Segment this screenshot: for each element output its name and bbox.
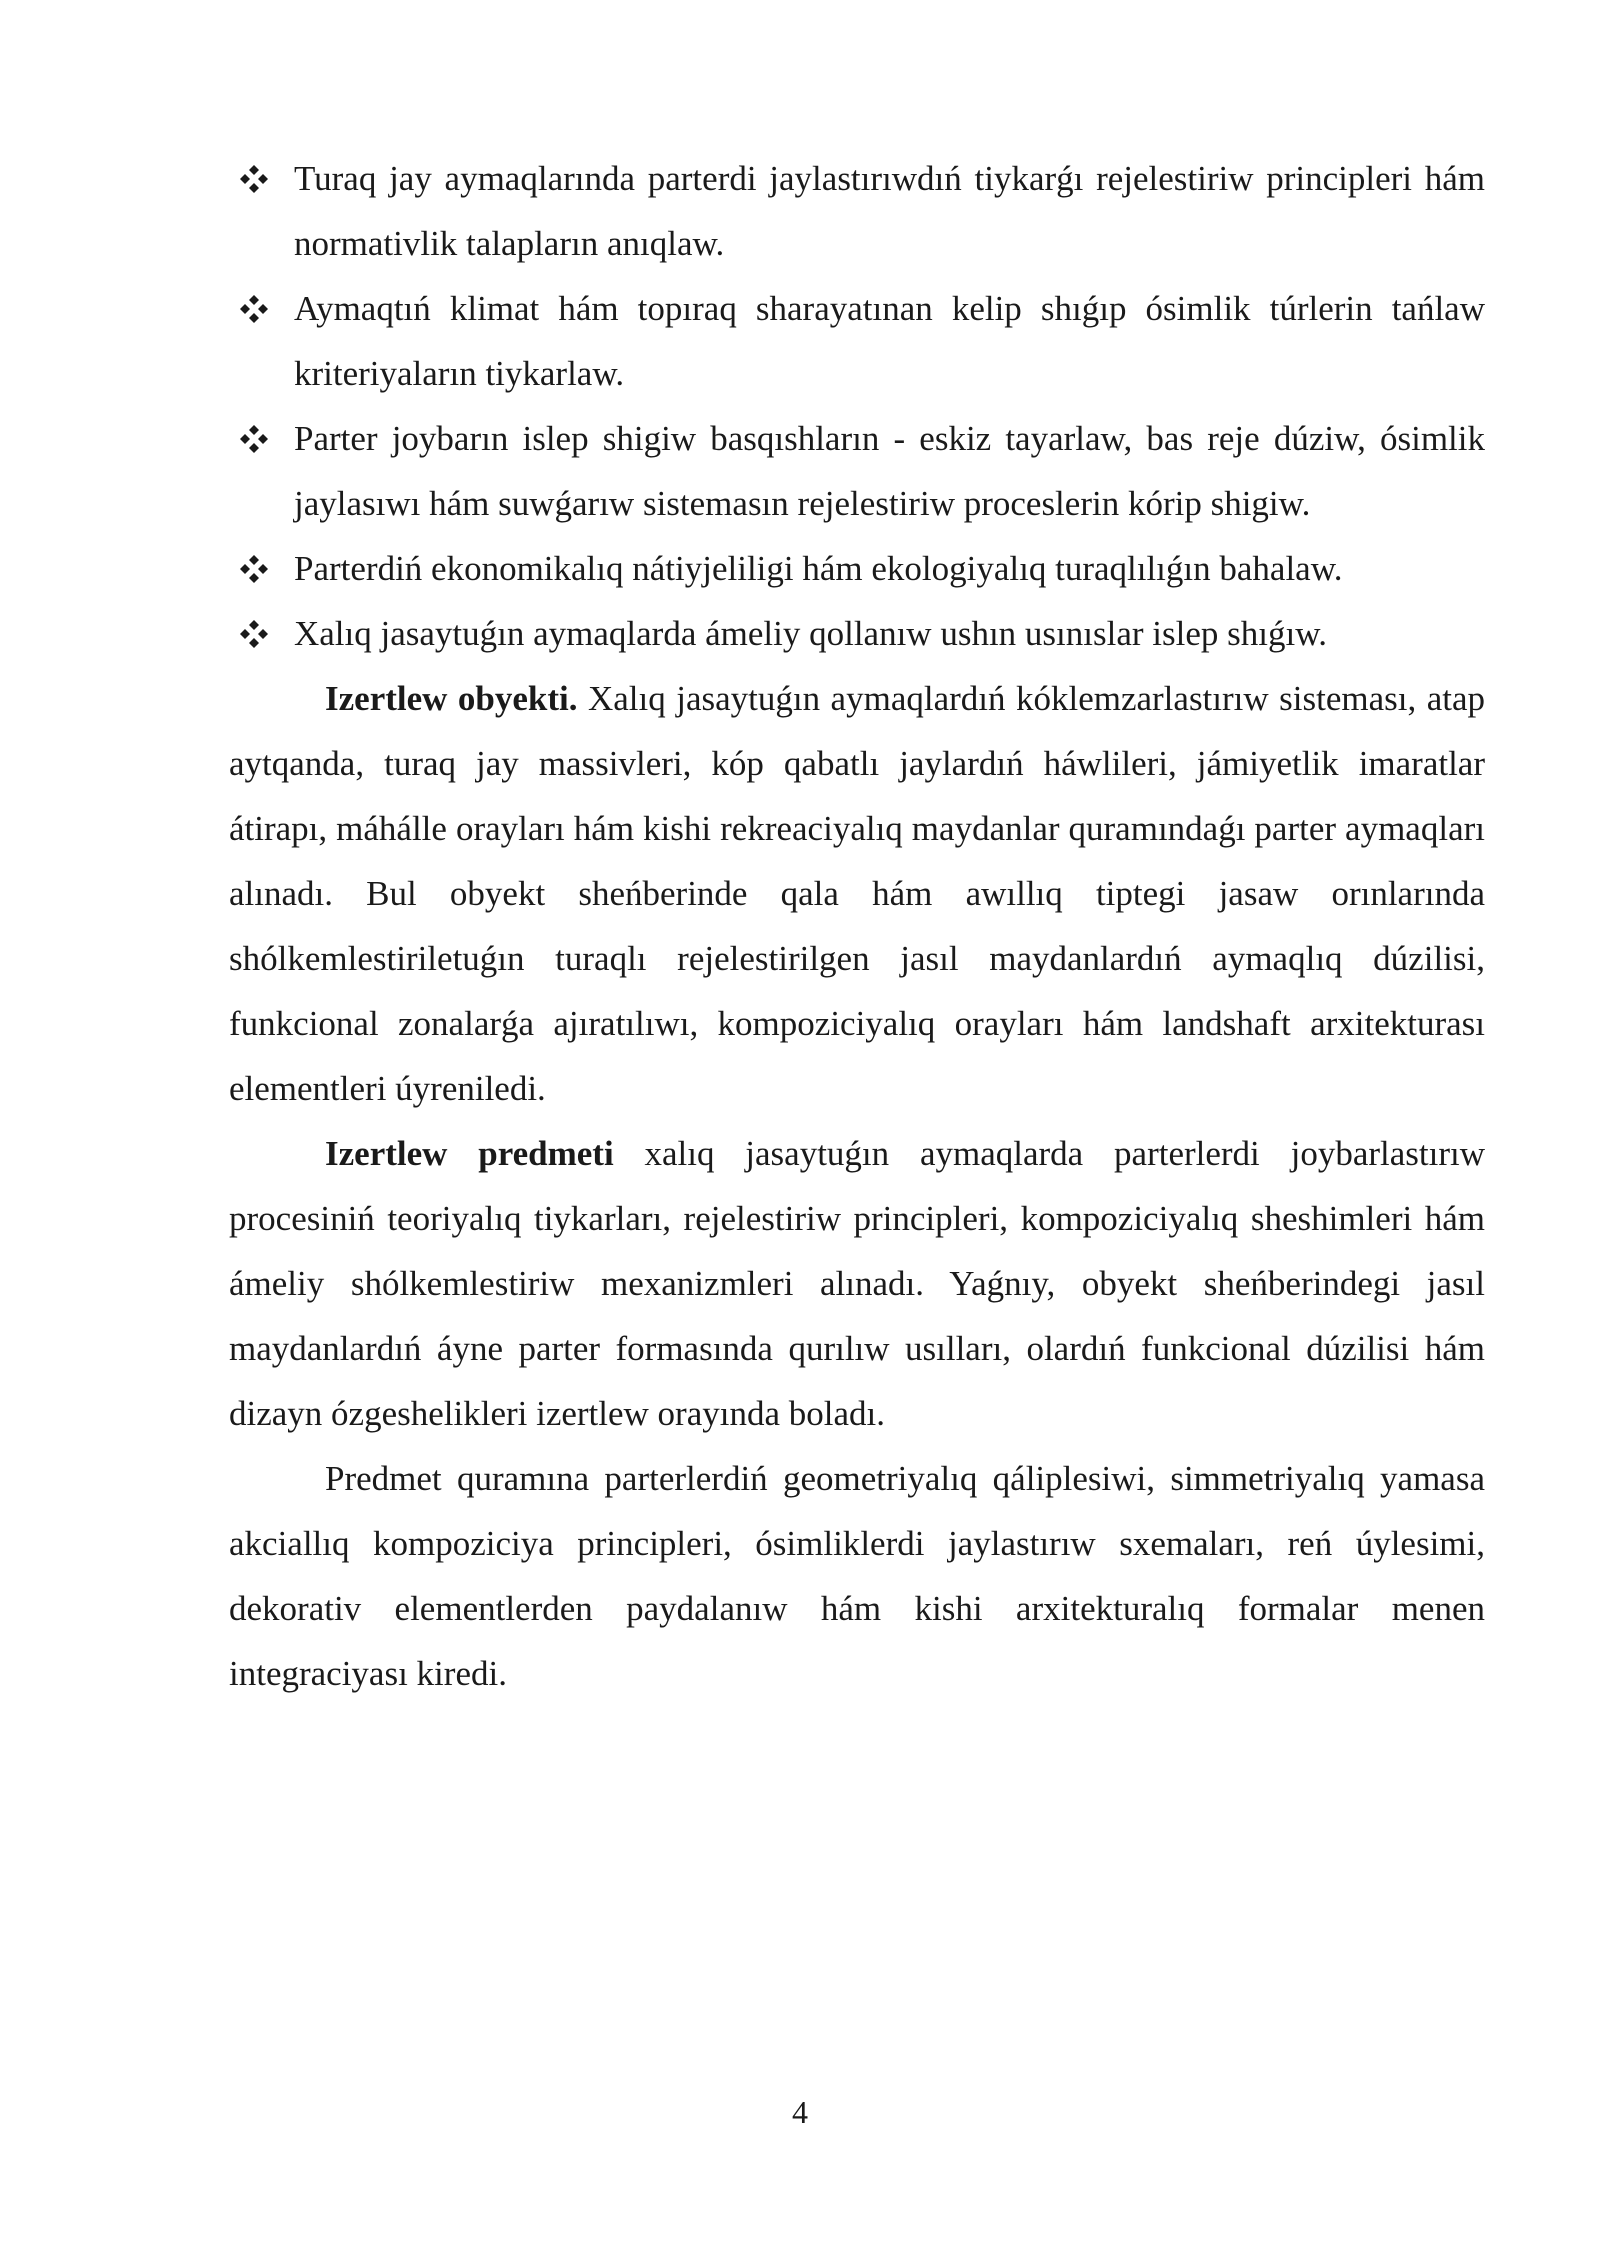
paragraph-lead: Izertlew predmeti: [325, 1134, 614, 1173]
paragraph-research-subject: [229, 1121, 1485, 1446]
bullet-item: [237, 276, 1485, 406]
paragraph-subject-content: [229, 1446, 1485, 1706]
bullet-list: [229, 146, 1485, 666]
paragraph-text: Predmet quramına parterlerdiń geometriyalıq qáliplesiwi, simmetriyalıq yamasa akciallıq kompoziciya principleri, ósimliklerdi jaylastırıw sxemaları, reń úylesimi, dekorativ elementlerden paydalanıw hám kishi arxitekturalıq formalar menen integraciyası kiredi.: [229, 1459, 1485, 1693]
bullet-text: Turaq jay aymaqlarında parterdi jaylastırıwdıń tiykarǵı rejelestiriw principleri hám normativlik talapların anıqlaw.: [294, 159, 1485, 263]
bullet-text: Parter joybarın islep shigiw basqıshların - eskiz tayarlaw, bas reje dúziw, ósimlik jaylasıwı hám suwǵarıw sistemasın rejelestiriw proceslerin kórip shigiw.: [294, 419, 1485, 523]
four-diamond-icon: [237, 276, 277, 341]
bullet-item: [237, 406, 1485, 536]
bullet-item: [237, 536, 1485, 601]
paragraph-lead: Izertlew obyekti.: [325, 679, 578, 718]
paragraph-research-object: [229, 666, 1485, 1121]
bullet-text: Xalıq jasaytuǵın aymaqlarda ámeliy qollanıw ushın usınıslar islep shıǵıw.: [294, 614, 1327, 653]
four-diamond-icon: [237, 406, 277, 471]
paragraph-text: xalıq jasaytuǵın aymaqlarda parterlerdi joybarlastırıw procesiniń teoriyalıq tiykarları, rejelestiriw principleri, kompoziciyalıq sheshimleri hám ámeliy shólkemlestiriw mexanizmleri alınadı. Yaǵnıy, obyekt sheńberindegi jasıl maydanlardıń áyne parter formasında qurılıw usılları, olardıń funkcional dúzilisi hám dizayn ózgeshelikleri izertlew orayında boladı.: [229, 1134, 1485, 1433]
four-diamond-icon: [237, 536, 277, 601]
bullet-item: [237, 146, 1485, 276]
paragraph-text: Xalıq jasaytuǵın aymaqlardıń kóklemzarlastırıw sisteması, atap aytqanda, turaq jay massivleri, kóp qabatlı jaylardıń háwlileri, jámiyetlik imaratlar átirapı, máhálle orayları hám kishi rekreaciyalıq maydanlar quramındaǵı parter aymaqları alınadı. Bul obyekt sheńberinde qala hám awıllıq tiptegi jasaw orınlarında shólkemlestiriletuǵın turaqlı rejelestirilgen jasıl maydanlardıń aymaqlıq dúzilisi, funkcional zonalarǵa ajıratılıwı, kompoziciyalıq orayları hám landshaft arxitekturası elementleri úyreniledi.: [229, 679, 1485, 1108]
page-content: [229, 146, 1485, 1706]
bullet-text: Parterdiń ekonomikalıq nátiyjeliligi hám ekologiyalıq turaqlılıǵın bahalaw.: [294, 549, 1343, 588]
bullet-text: Aymaqtıń klimat hám topıraq sharayatınan kelip shıǵıp ósimlik túrlerin tańlaw kriteriyaların tiykarlaw.: [294, 289, 1485, 393]
bullet-item: [237, 601, 1485, 666]
page-number: 4: [792, 2094, 808, 2130]
four-diamond-icon: [237, 146, 277, 211]
four-diamond-icon: [237, 601, 277, 666]
